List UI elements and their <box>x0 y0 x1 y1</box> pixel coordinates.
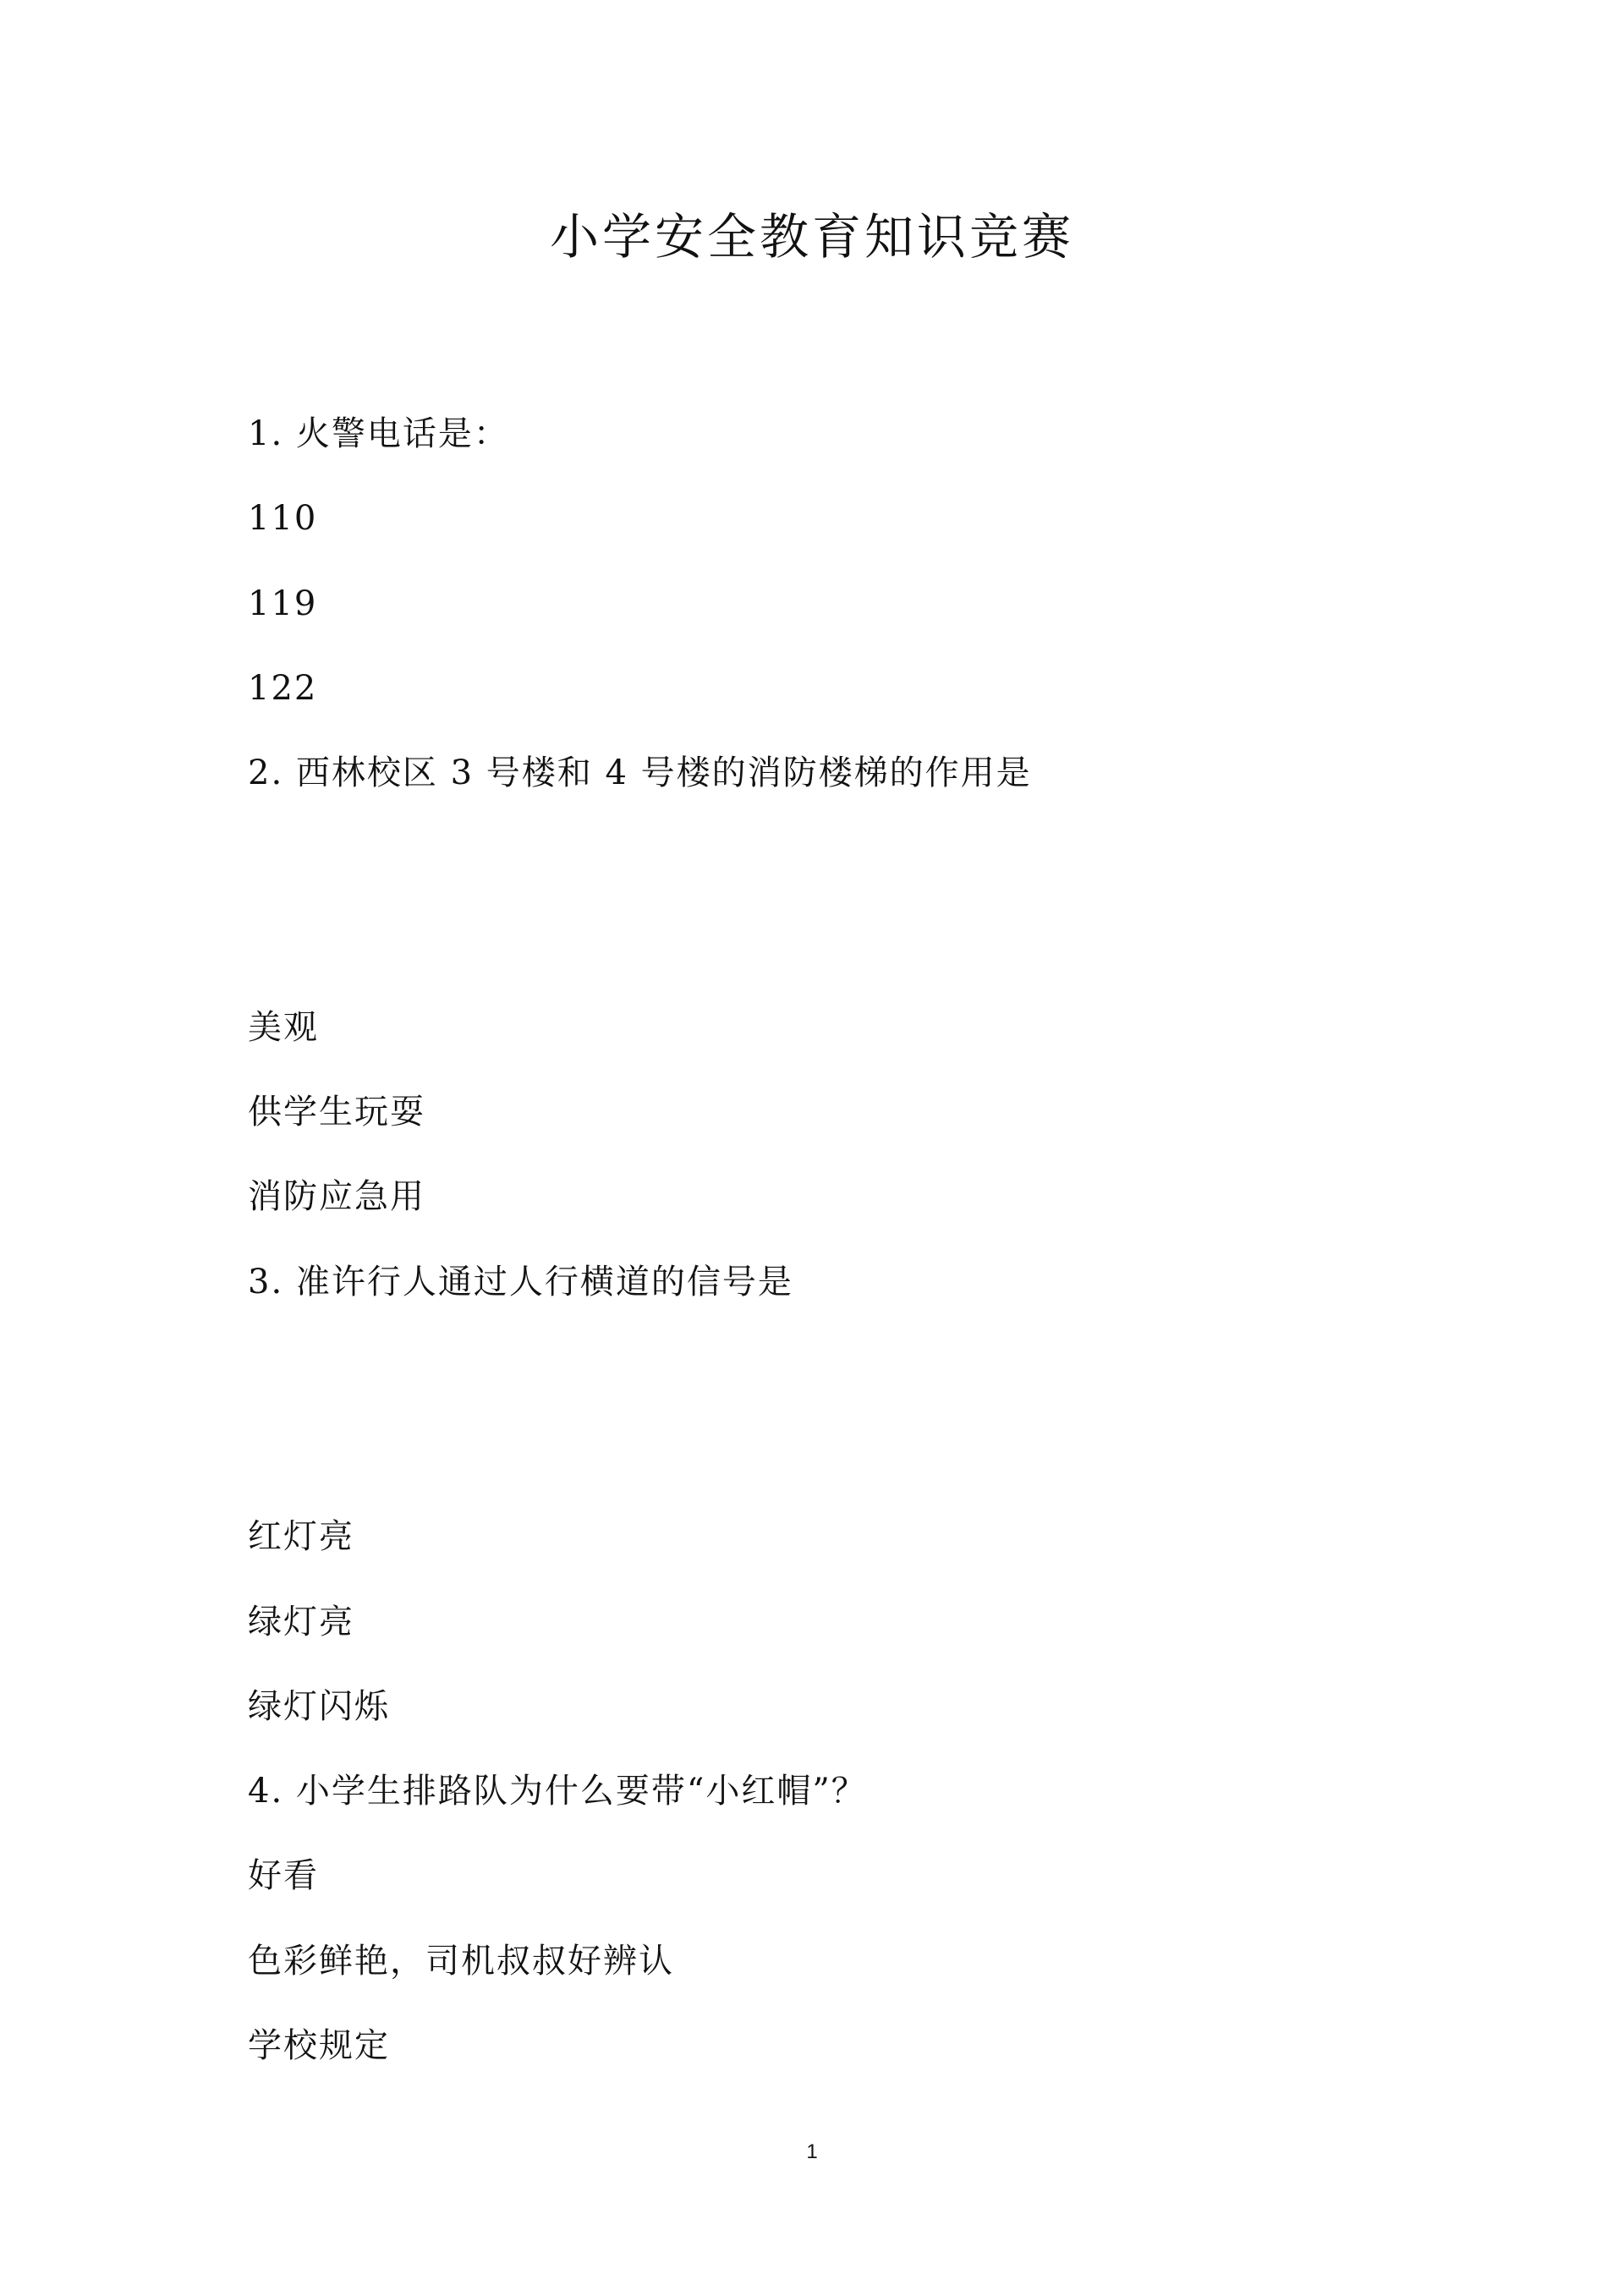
question-2-option-a: 美观 <box>248 1008 319 1047</box>
question-1-option-a: 110 <box>248 499 318 538</box>
document-title: 小学安全教育知识竞赛 <box>549 208 1074 266</box>
question-3-stem: 3. 准许行人通过人行横道的信号是 <box>248 1263 793 1301</box>
question-1-stem: 1. 火警电话是： <box>248 414 509 453</box>
page-number: 1 <box>806 2140 818 2163</box>
question-4-stem: 4. 小学生排路队为什么要带“小红帽”？ <box>248 1772 867 1811</box>
question-4-option-c: 学校规定 <box>248 2026 390 2065</box>
question-1-option-c: 122 <box>248 669 318 708</box>
question-1-option-b: 119 <box>248 584 318 623</box>
question-3-option-a: 红灯亮 <box>248 1517 354 1556</box>
question-4-option-b: 色彩鲜艳，司机叔叔好辨认 <box>248 1942 674 1981</box>
question-2-stem: 2. 西林校区 3 号楼和 4 号楼的消防楼梯的作用是 <box>248 753 1032 792</box>
question-2-option-b: 供学生玩耍 <box>248 1093 425 1132</box>
question-3-option-c: 绿灯闪烁 <box>248 1687 390 1726</box>
question-4-option-a: 好看 <box>248 1856 319 1895</box>
question-3-option-b: 绿灯亮 <box>248 1603 354 1641</box>
question-2-option-c: 消防应急用 <box>248 1177 425 1216</box>
